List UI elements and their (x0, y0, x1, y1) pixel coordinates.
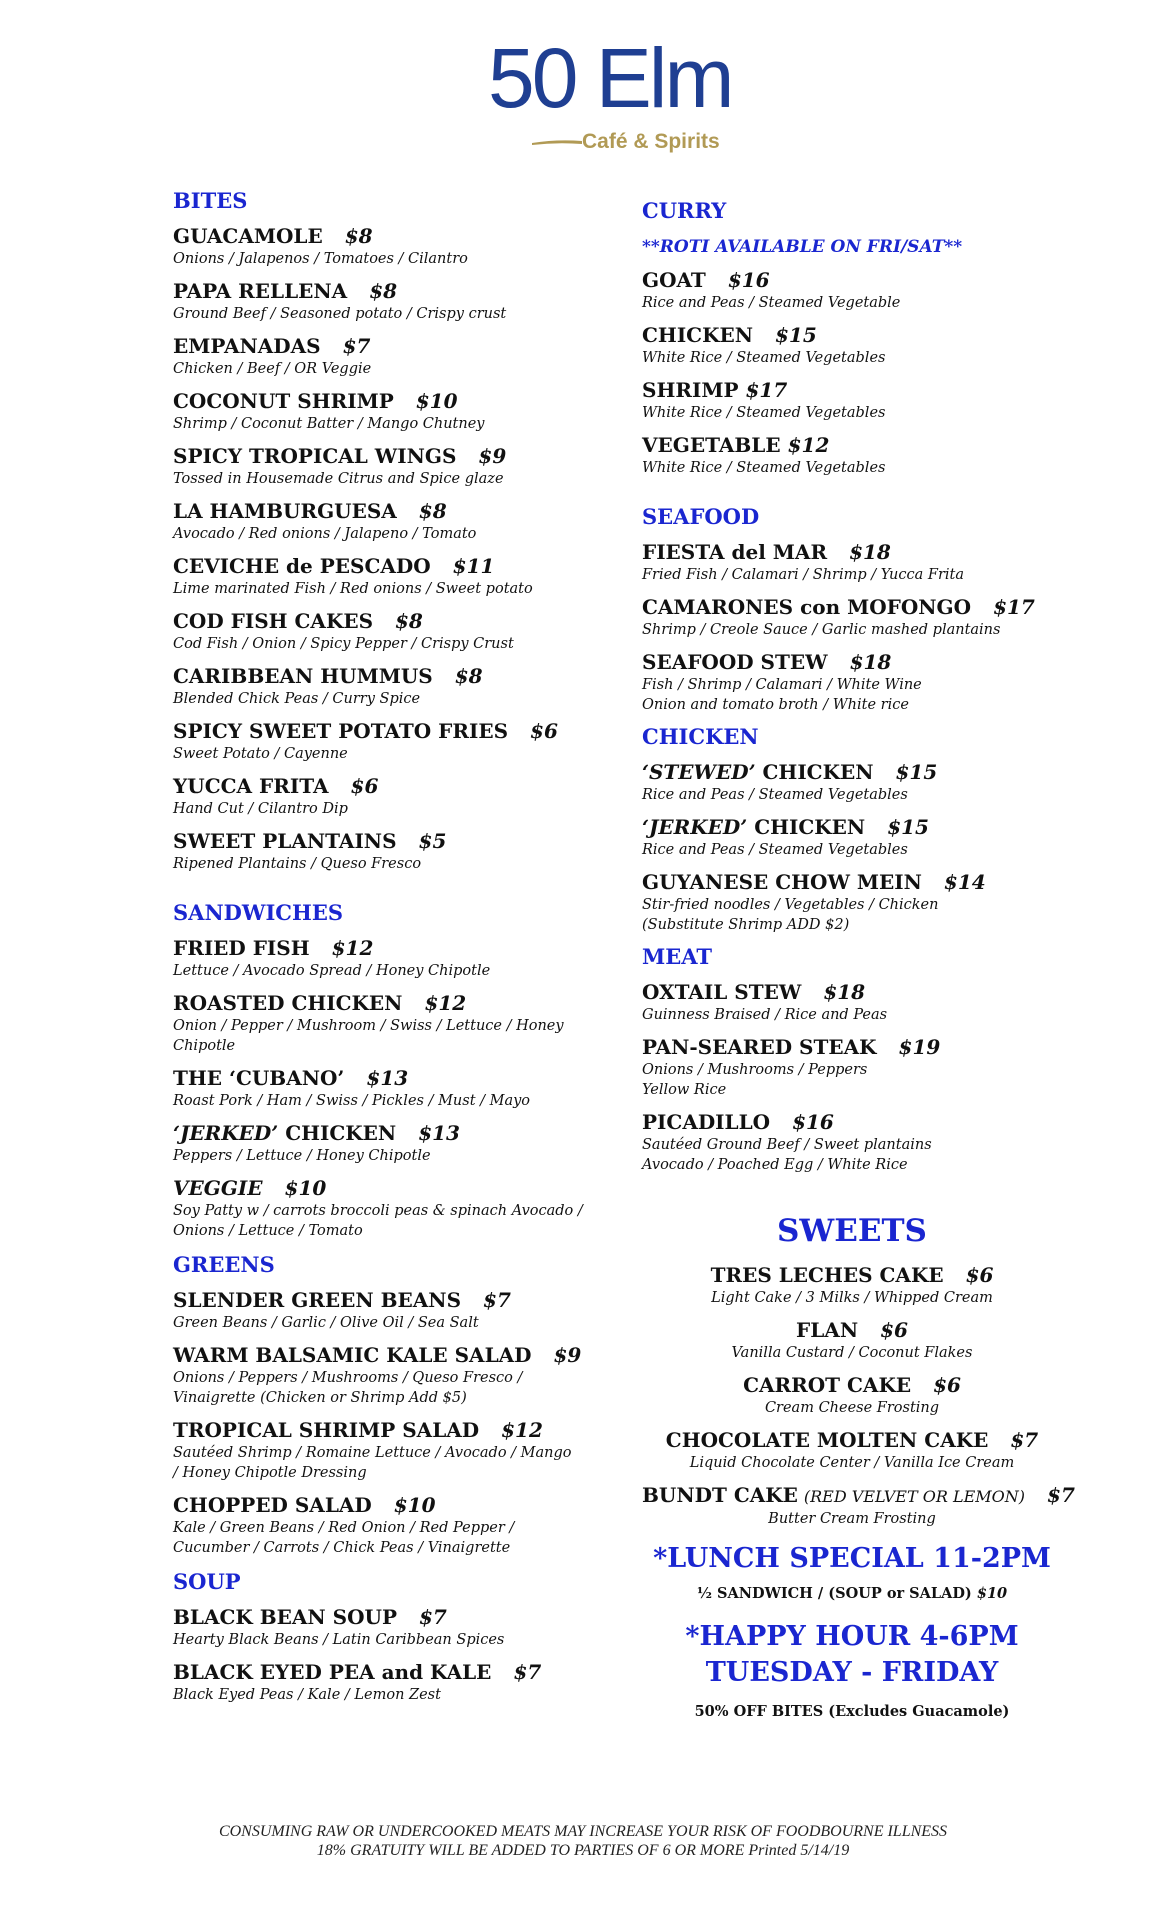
dessert-name-text: TRES LECHES CAKE (710, 1263, 944, 1287)
section-sandwiches (173, 900, 593, 1241)
section-title-curry: CURRY (642, 198, 727, 223)
section-seafood (642, 504, 1062, 715)
item-description: Chicken / Beef / OR Veggie (173, 361, 372, 377)
item-name-text: GUACAMOLE (173, 224, 323, 248)
item-name-text: OXTAIL STEW (642, 980, 802, 1004)
item-price: $17 (745, 378, 788, 402)
item-name-text: SWEET PLANTAINS (173, 829, 397, 853)
dessert-name (642, 1373, 1062, 1398)
dessert-price: $6 (880, 1318, 908, 1342)
item-description: Cucumber / Carrots / Chick Peas / Vinaigrette (173, 1540, 511, 1556)
item-name-text: BLACK BEAN SOUP (173, 1605, 398, 1629)
meat-list (642, 980, 1062, 1175)
happy-hour (642, 1619, 1062, 1723)
item-name (173, 334, 593, 359)
item-price: $11 (452, 554, 495, 578)
item-name (642, 595, 1062, 620)
menu-item (173, 224, 593, 269)
item-description: Avocado / Poached Egg / White Rice (642, 1157, 908, 1173)
footer (0, 1822, 1166, 1860)
item-name-text: SPICY TROPICAL WINGS (173, 444, 457, 468)
sandwiches-list (173, 936, 593, 1241)
item-name (642, 433, 1062, 458)
item-description: Rice and Peas / Steamed Vegetables (642, 842, 908, 858)
item-description: Onion / Pepper / Mushroom / Swiss / Lettuce / Honey (173, 1018, 564, 1034)
menu-item (642, 1035, 1062, 1100)
item-description: Kale / Green Beans / Red Onion / Red Pepper / (173, 1520, 515, 1536)
item-description: Rice and Peas / Steamed Vegetables (642, 787, 908, 803)
item-price: $15 (775, 323, 817, 347)
item-name-text: BLACK EYED PEA and KALE (173, 1660, 492, 1684)
item-name (642, 540, 1062, 565)
item-name-text: CHICKEN (755, 760, 874, 784)
menu-item (173, 334, 593, 379)
item-price: $13 (418, 1121, 460, 1145)
logo-subtitle: Café & Spirits (582, 130, 720, 153)
dessert-name-text: CARROT CAKE (743, 1373, 912, 1397)
item-price: $18 (849, 540, 891, 564)
bites-list (173, 224, 593, 874)
item-description: Onions / Jalapenos / Tomatoes / Cilantro (173, 251, 468, 267)
dessert-name-text: FLAN (796, 1318, 859, 1342)
item-name-text: CARIBBEAN HUMMUS (173, 664, 433, 688)
item-name (173, 1176, 593, 1201)
dessert-item (642, 1483, 1075, 1529)
dessert-price: $7 (1010, 1428, 1039, 1452)
item-description: Onion and tomato broth / White rice (642, 697, 909, 713)
item-description: Yellow Rice (642, 1082, 727, 1098)
item-description: White Rice / Steamed Vegetables (642, 405, 886, 421)
item-name (173, 936, 593, 961)
item-price: $7 (483, 1288, 511, 1312)
section-title-sweets: SWEETS (777, 1213, 927, 1249)
menu-item (173, 719, 593, 764)
item-name-text: SPICY SWEET POTATO FRIES (173, 719, 509, 743)
item-name (173, 1121, 593, 1146)
menu-item (642, 870, 1062, 935)
item-name (642, 378, 1062, 403)
menu-item (173, 774, 593, 819)
item-name (173, 389, 593, 414)
menu-item (173, 389, 593, 434)
item-price: $9 (478, 444, 507, 468)
item-name-text: COD FISH CAKES (173, 609, 374, 633)
section-soup (173, 1569, 593, 1705)
item-name-text: EMPANADAS (173, 334, 321, 358)
item-description: Shrimp / Coconut Batter / Mango Chutney (173, 416, 485, 432)
item-description: Onions / Mushrooms / Peppers (642, 1062, 868, 1078)
item-price: $16 (727, 268, 770, 292)
menu-item (642, 595, 1062, 640)
section-bites (173, 188, 593, 874)
dessert-price: $6 (933, 1373, 961, 1397)
section-title-meat: MEAT (642, 944, 713, 969)
menu-item (173, 1288, 593, 1333)
item-name-text: TROPICAL SHRIMP SALAD (173, 1418, 480, 1442)
item-name-text: CHICKEN (642, 323, 753, 347)
item-price: $18 (849, 650, 892, 674)
item-name-text: PICADILLO (642, 1110, 771, 1134)
item-description: Guinness Braised / Rice and Peas (642, 1007, 888, 1023)
section-meat (642, 944, 1062, 1175)
item-description: Black Eyed Peas / Kale / Lemon Zest (173, 1687, 441, 1703)
item-price: $6 (530, 719, 558, 743)
menu-item (642, 268, 1062, 313)
item-price: $15 (895, 760, 938, 784)
dessert-name (642, 1318, 1062, 1343)
footer-gratuity: 18% GRATUITY WILL BE ADDED TO PARTIES OF 6 OR MORE Printed 5/14/19 (316, 1842, 850, 1859)
item-price: $12 (501, 1418, 543, 1442)
menu-item (173, 499, 593, 544)
menu-item (173, 1605, 593, 1650)
item-name-text: WARM BALSAMIC KALE SALAD (173, 1343, 532, 1367)
dessert-flavors: (RED VELVET OR LEMON) (803, 1487, 1026, 1506)
menu-item (173, 1176, 593, 1241)
dessert-name-text: BUNDT CAKE (642, 1483, 798, 1507)
item-name-text: CHICKEN (278, 1121, 397, 1145)
item-price: $12 (331, 936, 374, 960)
item-price: $12 (787, 433, 830, 457)
item-description: Sautéed Shrimp / Romaine Lettuce / Avocado / Mango (173, 1445, 572, 1461)
lunch-special-text (642, 1583, 1062, 1605)
item-price: $16 (792, 1110, 834, 1134)
dessert-description: Butter Cream Frosting (768, 1511, 936, 1527)
item-description: (Substitute Shrimp ADD $2) (642, 917, 850, 933)
item-description: White Rice / Steamed Vegetables (642, 460, 886, 476)
item-price: $13 (366, 1066, 409, 1090)
item-name (642, 323, 1062, 348)
item-description: Sautéed Ground Beef / Sweet plantains (642, 1137, 932, 1153)
menu-item (173, 444, 593, 489)
item-price: $9 (553, 1343, 582, 1367)
item-price: $6 (350, 774, 379, 798)
item-name-text: FIESTA del MAR (642, 540, 828, 564)
item-name-text: SEAFOOD STEW (642, 650, 828, 674)
section-title-chicken: CHICKEN (642, 724, 759, 749)
item-name-text: FRIED FISH (173, 936, 310, 960)
item-name-text: YUCCA FRITA (173, 774, 329, 798)
item-name-text: GOAT (642, 268, 706, 292)
menu-item (642, 323, 1062, 368)
menu-item (173, 1343, 593, 1408)
happy-hour-title: *HAPPY HOUR 4-6PM (685, 1621, 1019, 1652)
lunch-special-price: $10 (976, 1585, 1008, 1602)
item-name (173, 1605, 593, 1630)
item-name (173, 1343, 593, 1368)
item-name (173, 991, 593, 1016)
item-price: $5 (418, 829, 447, 853)
item-price: $7 (513, 1660, 542, 1684)
item-description: Tossed in Housemade Citrus and Spice glaze (173, 471, 504, 487)
item-name (642, 650, 1062, 675)
item-price: $8 (369, 279, 398, 303)
dessert-name (642, 1263, 1062, 1288)
item-description: Rice and Peas / Steamed Vegetable (642, 295, 901, 311)
happy-hour-text: 50% OFF BITES (Excludes Guacamole) (694, 1703, 1010, 1720)
item-price: $7 (342, 334, 371, 358)
curry-list (642, 268, 1062, 478)
menu-item (642, 980, 1062, 1025)
item-name (642, 268, 1062, 293)
item-description: / Honey Chipotle Dressing (173, 1465, 367, 1481)
menu-item (642, 378, 1062, 423)
item-price: $10 (415, 389, 458, 413)
item-name (642, 870, 1062, 895)
lunch-special (642, 1541, 1062, 1605)
item-description: Hand Cut / Cilantro Dip (173, 801, 348, 817)
item-price: $8 (395, 609, 423, 633)
item-name-text: GUYANESE CHOW MEIN (642, 870, 922, 894)
item-description: Chipotle (173, 1038, 236, 1054)
item-name (173, 609, 593, 634)
item-description: Ripened Plantains / Queso Fresco (173, 856, 422, 872)
item-description: Ground Beef / Seasoned potato / Crispy crust (173, 306, 507, 322)
item-price: $10 (284, 1176, 327, 1200)
sweets-list (642, 1263, 1075, 1529)
item-name (173, 1660, 593, 1685)
section-title-seafood: SEAFOOD (642, 504, 760, 529)
section-title-bites: BITES (173, 188, 248, 213)
dessert-description: Vanilla Custard / Coconut Flakes (731, 1345, 973, 1361)
menu-item (173, 664, 593, 709)
item-description: Sweet Potato / Cayenne (173, 746, 348, 762)
menu-item (173, 936, 593, 981)
item-price: $14 (943, 870, 986, 894)
menu-item (642, 1110, 1062, 1175)
item-description: Avocado / Red onions / Jalapeno / Tomato (173, 526, 477, 542)
item-name-text: ROASTED CHICKEN (173, 991, 403, 1015)
item-name (173, 1493, 593, 1518)
menu-item (173, 609, 593, 654)
item-name (173, 554, 593, 579)
menu-item (173, 1418, 593, 1483)
section-chicken (642, 724, 1062, 935)
menu-item (173, 554, 593, 599)
item-name (173, 1066, 593, 1091)
dessert-name-text: CHOCOLATE MOLTEN CAKE (665, 1428, 989, 1452)
logo-name: 50 Elm (488, 31, 732, 125)
item-name-italic: ‘JERKED’ (173, 1121, 279, 1145)
item-name-italic: VEGGIE (173, 1176, 263, 1200)
item-name (173, 224, 593, 249)
menu-item (173, 829, 593, 874)
soup-list (173, 1605, 593, 1705)
menu-item (642, 540, 1062, 585)
item-price: $10 (393, 1493, 436, 1517)
item-name-text: CEVICHE de PESCADO (173, 554, 431, 578)
item-price: $8 (418, 499, 447, 523)
dessert-name (642, 1428, 1062, 1453)
item-name-text: CAMARONES con MOFONGO (642, 595, 972, 619)
item-name-text: COCONUT SHRIMP (173, 389, 394, 413)
menu-item (173, 1121, 593, 1166)
menu-item (642, 433, 1062, 478)
item-name (173, 1288, 593, 1313)
lunch-special-title: *LUNCH SPECIAL 11-2PM (653, 1543, 1051, 1574)
dessert-item (642, 1263, 1062, 1308)
item-price: $8 (344, 224, 373, 248)
item-price: $17 (993, 595, 1035, 619)
chicken-list (642, 760, 1062, 935)
section-sweets (642, 1211, 1075, 1529)
item-name-text: CHICKEN (747, 815, 866, 839)
dessert-description: Light Cake / 3 Milks / Whipped Cream (711, 1290, 993, 1306)
item-name (173, 774, 593, 799)
item-description: Cod Fish / Onion / Spicy Pepper / Crispy Crust (173, 636, 514, 652)
item-price: $15 (887, 815, 929, 839)
section-title-sandwiches: SANDWICHES (173, 900, 343, 925)
item-price: $19 (898, 1035, 941, 1059)
item-description: Fish / Shrimp / Calamari / White Wine (642, 677, 922, 693)
item-description: Vinaigrette (Chicken or Shrimp Add $5) (173, 1390, 467, 1406)
left-column (173, 188, 593, 1705)
menu-item (173, 279, 593, 324)
item-name-text: THE ‘CUBANO’ (173, 1066, 345, 1090)
item-name (173, 444, 593, 469)
greens-list (173, 1288, 593, 1558)
dessert-description: Liquid Chocolate Center / Vanilla Ice Cream (689, 1455, 1015, 1471)
item-name-text: LA HAMBURGUESA (173, 499, 397, 523)
menu-item (173, 991, 593, 1056)
item-name-text: VEGETABLE (642, 433, 781, 457)
seafood-list (642, 540, 1062, 715)
menu-item (642, 650, 1062, 715)
section-title-soup: SOUP (173, 1569, 241, 1594)
menu-item (642, 815, 1062, 860)
item-name-italic: ‘JERKED’ (642, 815, 748, 839)
item-description: Stir-fried noodles / Vegetables / Chicken (642, 897, 939, 913)
lunch-special-desc: ½ SANDWICH / (SOUP or SALAD) (696, 1585, 972, 1602)
dessert-price: $6 (965, 1263, 994, 1287)
item-description: Onions / Lettuce / Tomato (173, 1223, 363, 1239)
dessert-item (642, 1373, 1062, 1418)
item-name (642, 1035, 1062, 1060)
roti-note: **ROTI AVAILABLE ON FRI/SAT** (642, 237, 963, 257)
item-name (173, 719, 593, 744)
item-name (642, 980, 1062, 1005)
item-description: Lettuce / Avocado Spread / Honey Chipotle (173, 963, 491, 979)
footer-warning: CONSUMING RAW OR UNDERCOOKED MEATS MAY INCREASE YOUR RISK OF FOODBOURNE ILLNESS (218, 1823, 948, 1840)
item-name-italic: ‘STEWED’ (642, 760, 756, 784)
item-name-text: SHRIMP (642, 378, 739, 402)
item-description: Shrimp / Creole Sauce / Garlic mashed plantains (642, 622, 1001, 638)
item-name (173, 664, 593, 689)
menu-item (173, 1493, 593, 1558)
item-description: Hearty Black Beans / Latin Caribbean Spices (173, 1632, 505, 1648)
menu-item (642, 760, 1062, 805)
section-title-greens: GREENS (173, 1252, 275, 1277)
section-greens (173, 1252, 593, 1558)
item-name-text: CHOPPED SALAD (173, 1493, 372, 1517)
item-name-text: PAN-SEARED STEAK (642, 1035, 877, 1059)
restaurant-logo (488, 31, 738, 163)
item-description: White Rice / Steamed Vegetables (642, 350, 886, 366)
dessert-price: $7 (1047, 1483, 1075, 1507)
item-description: Fried Fish / Calamari / Shrimp / Yucca Frita (642, 567, 964, 583)
item-description: Soy Patty w / carrots broccoli peas & spinach Avocado / (173, 1203, 583, 1219)
item-name (173, 829, 593, 854)
dessert-item (642, 1428, 1062, 1473)
logo-swoosh-icon (532, 138, 582, 146)
item-name-text: PAPA RELLENA (173, 279, 348, 303)
item-name (642, 760, 1062, 785)
item-description: Roast Pork / Ham / Swiss / Pickles / Must / Mayo (173, 1093, 531, 1109)
item-name (173, 1418, 593, 1443)
item-description: Onions / Peppers / Mushrooms / Queso Fresco / (173, 1370, 523, 1386)
item-price: $7 (419, 1605, 447, 1629)
menu-item (173, 1660, 593, 1705)
section-curry (642, 198, 1062, 478)
item-name (642, 815, 1062, 840)
happy-hour-days: TUESDAY - FRIDAY (705, 1657, 999, 1688)
dessert-description: Cream Cheese Frosting (764, 1400, 940, 1416)
item-description: Green Beans / Garlic / Olive Oil / Sea Salt (173, 1315, 479, 1331)
item-price: $12 (424, 991, 467, 1015)
item-description: Lime marinated Fish / Red onions / Sweet potato (173, 581, 533, 597)
right-column (642, 198, 1075, 1723)
item-name (173, 279, 593, 304)
item-name-text: SLENDER GREEN BEANS (173, 1288, 462, 1312)
item-description: Peppers / Lettuce / Honey Chipotle (173, 1148, 431, 1164)
item-price: $18 (823, 980, 866, 1004)
menu-item (173, 1066, 593, 1111)
item-price: $8 (454, 664, 483, 688)
item-name (642, 1110, 1062, 1135)
dessert-item (642, 1318, 1062, 1363)
item-name (173, 499, 593, 524)
dessert-name (642, 1483, 1075, 1509)
item-description: Blended Chick Peas / Curry Spice (173, 691, 421, 707)
